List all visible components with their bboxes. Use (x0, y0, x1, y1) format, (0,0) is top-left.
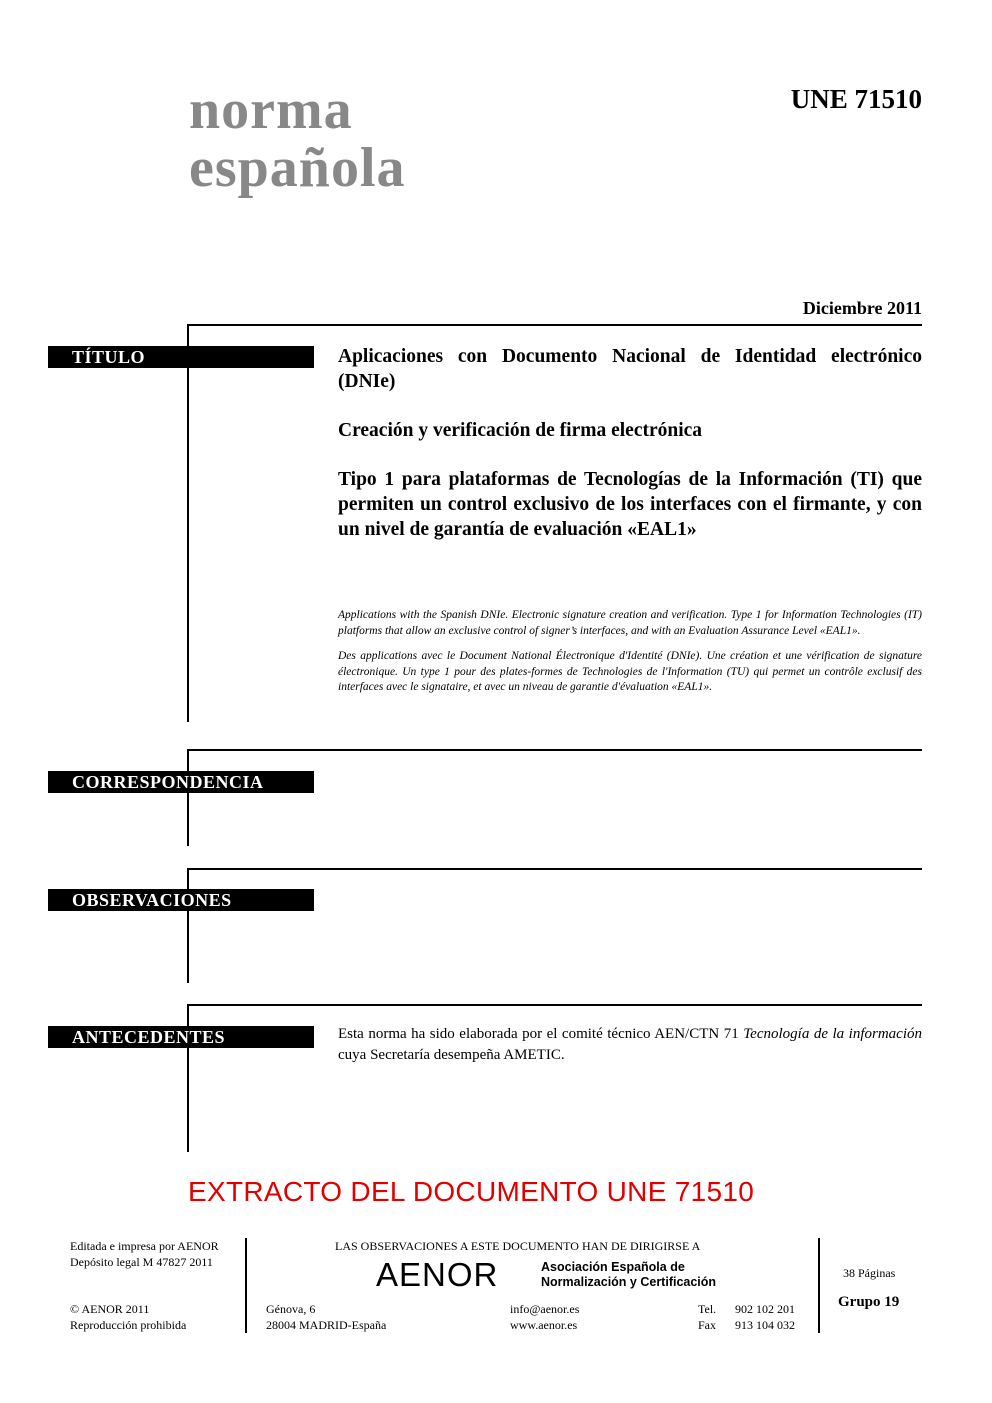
section-divider-observaciones (187, 868, 922, 870)
title-translations (338, 608, 922, 706)
footer-copyright-line: © AENOR 2011 (70, 1302, 150, 1316)
footer-city: 28004 MADRID-España (266, 1318, 387, 1332)
footer-divider-right (818, 1238, 820, 1333)
section-divider-antecedentes (187, 1004, 922, 1006)
price-group: Grupo 19 (838, 1294, 900, 1310)
section-rule-observaciones (187, 868, 189, 983)
footer-phone-labels (698, 1301, 716, 1333)
title-main: Aplicaciones con Documento Nacional de Identidad electrónico (DNIe) (338, 346, 922, 392)
footer-phone-values (735, 1301, 795, 1333)
footer-legal-deposit: Depósito legal M 47827 2011 (70, 1255, 213, 1269)
footer-copyright (70, 1301, 186, 1333)
antecedentes-text-b: cuya Secretaría desempeña AMETIC. (338, 1047, 565, 1063)
antecedentes-text (338, 1024, 922, 1066)
document-title (338, 344, 922, 566)
extract-watermark: EXTRACTO DEL DOCUMENTO UNE 71510 (188, 1176, 755, 1207)
title-sub: Creación y verificación de firma electrónica (338, 420, 703, 441)
footer-web: www.aenor.es (510, 1318, 578, 1332)
antecedentes-committee-name: Tecnología de la información (743, 1026, 922, 1042)
title-french: Des applications avec le Document National Électronique d'Identité (DNIe). Une création et une vérification de signature électronique. Un type 1 pour des plates-formes de Technologies de l'Information (TU) qui permet un contrôle exclusif des interfaces avec le signataire, et avec un niveau de garantie d'évaluation «EAL1». (338, 650, 922, 693)
section-divider-correspondencia (187, 749, 922, 751)
footer-address (266, 1301, 386, 1333)
footer-fax-value: 913 104 032 (735, 1318, 795, 1332)
section-label-antecedentes: ANTECEDENTES (48, 1026, 314, 1048)
brand-line-1: norma (189, 79, 353, 141)
standard-code: UNE 71510 (790, 84, 922, 114)
footer-tel-label: Tel. (698, 1302, 717, 1316)
aenor-name-line-2: Normalización y Certificación (541, 1275, 717, 1289)
section-rule-correspondencia (187, 749, 189, 846)
brand-line-2: española (189, 137, 406, 199)
antecedentes-text-a: Esta norma ha sido elaborada por el comité técnico AEN/CTN 71 (338, 1026, 744, 1042)
section-rule-titulo (187, 324, 189, 722)
footer-edited-by: Editada e impresa por AENOR (70, 1239, 219, 1253)
footer-tel-value: 902 102 201 (735, 1302, 795, 1316)
publication-date: Diciembre 2011 (802, 298, 922, 318)
section-label-correspondencia: CORRESPONDENCIA (48, 771, 314, 793)
footer-divider-left (245, 1238, 247, 1333)
footer-street: Génova, 6 (266, 1302, 316, 1316)
section-divider-titulo (187, 324, 922, 326)
title-english: Applications with the Spanish DNIe. Electronic signature creation and verification. Type 1 for Information Technologies (IT) platforms that allow an exclusive control of signer’s interfaces, and with an Evaluation Assurance Level «EAL1». (338, 609, 922, 637)
title-scope: Tipo 1 para plataformas de Tecnologías de la Información (TI) que permiten un control exclusivo de los interfaces con el firmante, y con un nivel de garantía de evaluación «EAL1» (338, 469, 922, 540)
footer-email: info@aenor.es (510, 1302, 580, 1316)
aenor-full-name (541, 1260, 716, 1290)
footer-fax-label: Fax (698, 1318, 716, 1332)
footer-reproduction: Reproducción prohibida (70, 1318, 187, 1332)
brand-title (189, 79, 406, 199)
aenor-logo: AENOR (376, 1256, 499, 1293)
footer-observations-note: LAS OBSERVACIONES A ESTE DOCUMENTO HAN DE DIRIGIRSE A (335, 1239, 701, 1253)
aenor-name-line-1: Asociación Española de (541, 1260, 685, 1274)
footer-contact-online (510, 1301, 579, 1333)
section-label-titulo: TÍTULO (48, 346, 314, 368)
page-count: 38 Páginas (843, 1266, 896, 1280)
section-label-observaciones: OBSERVACIONES (48, 889, 314, 911)
footer-edition-info (70, 1238, 219, 1270)
